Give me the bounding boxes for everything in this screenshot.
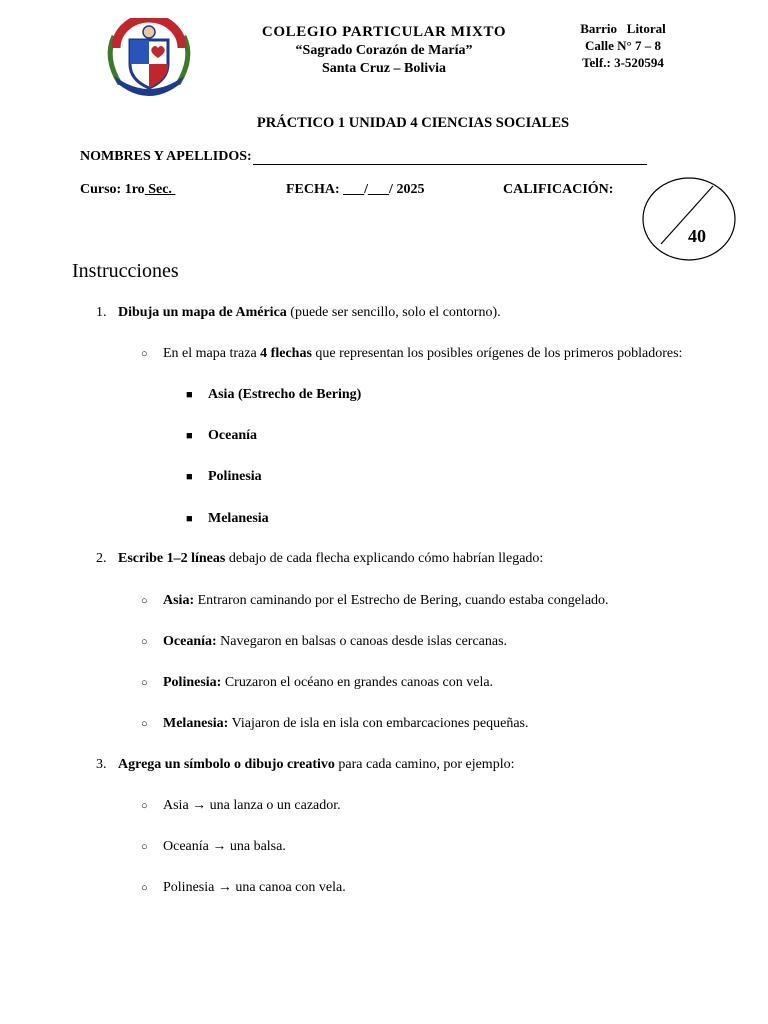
school-logo — [100, 18, 198, 96]
instruction-item-1 — [96, 304, 501, 322]
square-bullet-icon: ■ — [186, 513, 193, 525]
address-line-1: Barrio Litoral — [580, 21, 666, 36]
circle-bullet-icon: ○ — [141, 882, 148, 894]
square-bullet-icon: ■ — [186, 430, 193, 442]
item-text: (puede ser sencillo, solo el contorno). — [286, 305, 501, 320]
sub-text-bold: 4 flechas — [260, 346, 312, 361]
item-2-sub-polinesia — [141, 674, 493, 692]
item-bold-text: Escribe 1–2 líneas — [118, 551, 226, 566]
instruction-item-3 — [96, 756, 514, 774]
sub-bold: Melanesia: — [163, 716, 229, 731]
bullet-text: Polinesia — [208, 469, 262, 484]
sub-text: Entraron caminando por el Estrecho de Bering, cuando estaba congelado. — [194, 593, 609, 608]
item-text: debajo de cada flecha explicando cómo habrían llegado: — [225, 551, 544, 566]
bullet-text: Asia (Estrecho de Bering) — [208, 387, 362, 402]
item-1-sub — [141, 345, 682, 363]
sub-text: Asia → una lanza o un cazador. — [163, 798, 341, 813]
item-bold-text: Dibuja un mapa de América — [118, 305, 287, 320]
bullet-polinesia — [186, 468, 262, 486]
instruction-item-2 — [96, 550, 543, 568]
circle-bullet-icon: ○ — [141, 800, 148, 812]
item-number: 3. — [96, 757, 107, 772]
circle-bullet-icon: ○ — [141, 677, 148, 689]
bullet-melanesia — [186, 510, 269, 528]
address-line-2: Calle N° 7 – 8 — [585, 38, 661, 53]
sub-bold: Asia: — [163, 593, 195, 608]
course-field — [80, 182, 175, 198]
grade-label: CALIFICACIÓN: — [503, 182, 614, 197]
sub-text: Oceanía → una balsa. — [163, 839, 286, 854]
bullet-oceania — [186, 427, 257, 445]
sub-text-rest: que representan los posibles orígenes de los primeros pobladores: — [311, 346, 683, 361]
names-field[interactable] — [80, 149, 647, 165]
sub-text: Viajaron de isla en isla con embarcaciones pequeñas. — [228, 716, 529, 731]
item-3-sub-oceania — [141, 838, 286, 856]
circle-bullet-icon: ○ — [141, 841, 148, 853]
sub-text: Cruzaron el océano en grandes canoas con vela. — [221, 675, 494, 690]
course-value: Sec. — [144, 182, 176, 197]
item-number: 2. — [96, 551, 107, 566]
item-2-sub-asia — [141, 592, 609, 610]
bullet-text: Melanesia — [208, 511, 269, 526]
school-contact — [568, 20, 678, 71]
sub-bold: Polinesia: — [163, 675, 222, 690]
circle-bullet-icon: ○ — [141, 718, 148, 730]
school-header — [240, 22, 528, 78]
page-title: PRÁCTICO 1 UNIDAD 4 CIENCIAS SOCIALES — [256, 115, 570, 131]
circle-bullet-icon: ○ — [141, 636, 148, 648]
sub-text: Navegaron en balsas o canoas desde islas cercanas. — [216, 634, 508, 649]
school-city: Santa Cruz – Bolivia — [321, 61, 447, 76]
names-blank-line[interactable] — [253, 149, 647, 165]
grade-circle — [641, 176, 737, 262]
instructions-heading: Instrucciones — [72, 260, 179, 282]
date-field[interactable]: FECHA: ___/___/ 2025 — [286, 182, 425, 197]
bullet-asia — [186, 386, 361, 404]
square-bullet-icon: ■ — [186, 471, 193, 483]
item-text: para cada camino, por ejemplo: — [334, 757, 515, 772]
item-3-sub-asia — [141, 797, 341, 815]
sub-text: Polinesia → una canoa con vela. — [163, 880, 346, 895]
school-name: COLEGIO PARTICULAR MIXTO — [261, 24, 507, 40]
grade-total: 40 — [688, 226, 706, 246]
item-bold-text: Agrega un símbolo o dibujo creativo — [118, 757, 335, 772]
item-3-sub-polinesia — [141, 879, 346, 897]
sub-bold: Oceanía: — [163, 634, 217, 649]
item-number: 1. — [96, 305, 107, 320]
bullet-text: Oceanía — [208, 428, 257, 443]
item-2-sub-melanesia — [141, 715, 529, 733]
square-bullet-icon: ■ — [186, 389, 193, 401]
phone-line: Telf.: 3-520594 — [582, 55, 664, 70]
circle-bullet-icon: ○ — [141, 348, 148, 360]
circle-bullet-icon: ○ — [141, 595, 148, 607]
school-subtitle: “Sagrado Corazón de María” — [295, 43, 473, 58]
names-label: NOMBRES Y APELLIDOS: — [80, 149, 252, 164]
item-2-sub-oceania — [141, 633, 507, 651]
course-label: Curso: 1ro — [80, 182, 145, 197]
sub-text-prefix: En el mapa traza — [163, 346, 261, 361]
